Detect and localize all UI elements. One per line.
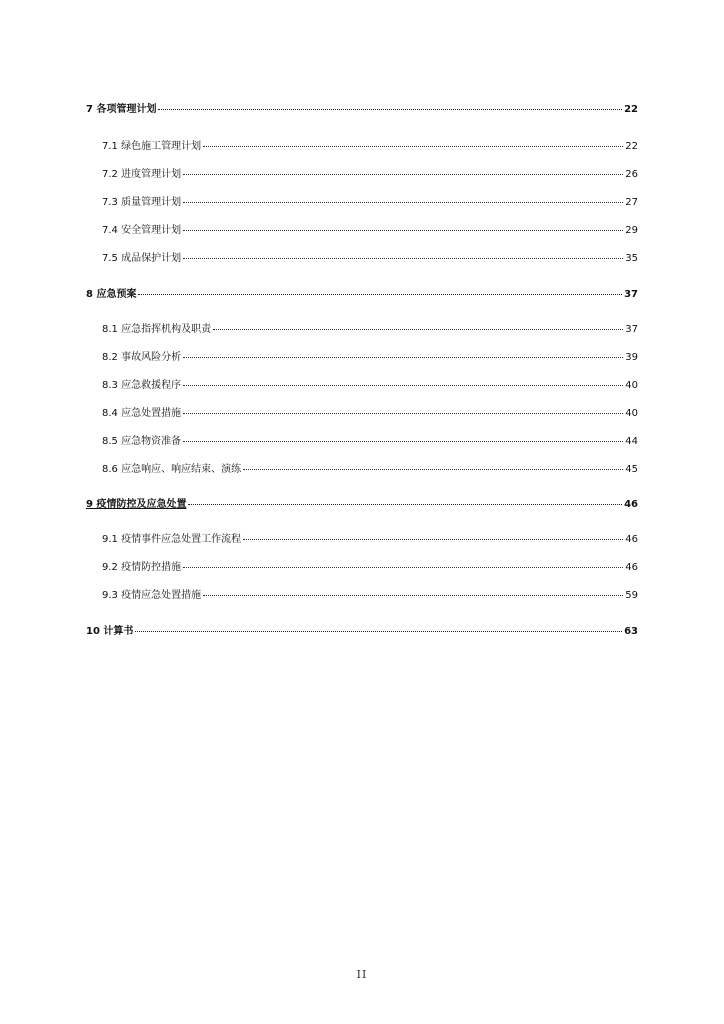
dot-leader (183, 202, 623, 203)
toc-section-8-4[interactable] (102, 404, 638, 419)
toc-entry-title: 8.1 应急指挥机构及职责 (102, 324, 212, 335)
toc-entry-page: 22 (624, 104, 638, 115)
dot-leader (183, 413, 623, 414)
toc-entry-page: 26 (625, 169, 638, 180)
toc-chapter-7[interactable] (86, 100, 638, 115)
toc-chapter-9[interactable] (86, 495, 638, 510)
toc-entry-page: 37 (624, 289, 638, 300)
toc-entry-page: 59 (625, 590, 638, 601)
toc-section-7-3[interactable] (102, 193, 638, 208)
toc-entry-title: 8 应急预案 (86, 289, 137, 300)
toc-chapter-10[interactable] (86, 622, 638, 637)
toc-chapter-8[interactable] (86, 285, 638, 300)
toc-entry-page: 46 (624, 499, 638, 510)
toc-entry-title: 7 各项管理计划 (86, 104, 157, 115)
toc-section-8-3[interactable] (102, 376, 638, 391)
toc-entry-title: 9.2 疫情防控措施 (102, 562, 182, 573)
dot-leader (243, 539, 623, 540)
toc-entry-page: 40 (625, 408, 638, 419)
toc-section-7-1[interactable] (102, 137, 638, 152)
toc-section-8-2[interactable] (102, 348, 638, 363)
toc-entry-title: 7.2 进度管理计划 (102, 169, 182, 180)
toc-entry-title: 10 计算书 (86, 626, 134, 637)
toc-section-7-4[interactable] (102, 221, 638, 236)
toc-entry-page: 39 (625, 352, 638, 363)
dot-leader (135, 631, 622, 632)
toc-section-9-3[interactable] (102, 586, 638, 601)
toc-section-7-5[interactable] (102, 249, 638, 264)
toc-entry-page: 40 (625, 380, 638, 391)
toc-section-8-1[interactable] (102, 320, 638, 335)
toc-entry-page: 46 (625, 534, 638, 545)
toc-entry-page: 35 (625, 253, 638, 264)
page-number: II (356, 968, 368, 981)
dot-leader (183, 230, 623, 231)
dot-leader (183, 567, 623, 568)
toc-entry-title: 9 疫情防控及应急处置 (86, 499, 187, 510)
dot-leader (188, 504, 622, 505)
toc-entry-title: 9.3 疫情应急处置措施 (102, 590, 202, 601)
toc-entry-page: 63 (624, 626, 638, 637)
toc-entry-title: 8.6 应急响应、响应结束、演练 (102, 464, 242, 475)
dot-leader (213, 329, 623, 330)
toc-entry-title: 7.5 成品保护计划 (102, 253, 182, 264)
dot-leader (203, 146, 623, 147)
toc-entry-page: 45 (625, 464, 638, 475)
toc-entry-page: 44 (625, 436, 638, 447)
toc-section-8-5[interactable] (102, 432, 638, 447)
toc-entry-title: 7.3 质量管理计划 (102, 197, 182, 208)
dot-leader (183, 357, 623, 358)
toc-entry-title: 7.4 安全管理计划 (102, 225, 182, 236)
toc-section-8-6[interactable] (102, 460, 638, 475)
toc-entry-page: 27 (625, 197, 638, 208)
toc-section-7-2[interactable] (102, 165, 638, 180)
toc-entry-title: 8.5 应急物资准备 (102, 436, 182, 447)
dot-leader (183, 441, 623, 442)
toc-entry-title: 8.4 应急处置措施 (102, 408, 182, 419)
toc-entry-title: 9.1 疫情事件应急处置工作流程 (102, 534, 242, 545)
toc-entry-title: 8.3 应急救援程序 (102, 380, 182, 391)
dot-leader (203, 595, 623, 596)
dot-leader (138, 294, 622, 295)
dot-leader (243, 469, 623, 470)
toc-entry-title: 7.1 绿色施工管理计划 (102, 141, 202, 152)
toc-entry-page: 37 (625, 324, 638, 335)
toc-section-9-2[interactable] (102, 558, 638, 573)
dot-leader (158, 109, 622, 110)
toc-entry-page: 46 (625, 562, 638, 573)
dot-leader (183, 174, 623, 175)
toc-entry-page: 29 (625, 225, 638, 236)
toc-entry-page: 22 (625, 141, 638, 152)
toc-entry-title: 8.2 事故风险分析 (102, 352, 182, 363)
dot-leader (183, 258, 623, 259)
toc-section-9-1[interactable] (102, 530, 638, 545)
dot-leader (183, 385, 623, 386)
